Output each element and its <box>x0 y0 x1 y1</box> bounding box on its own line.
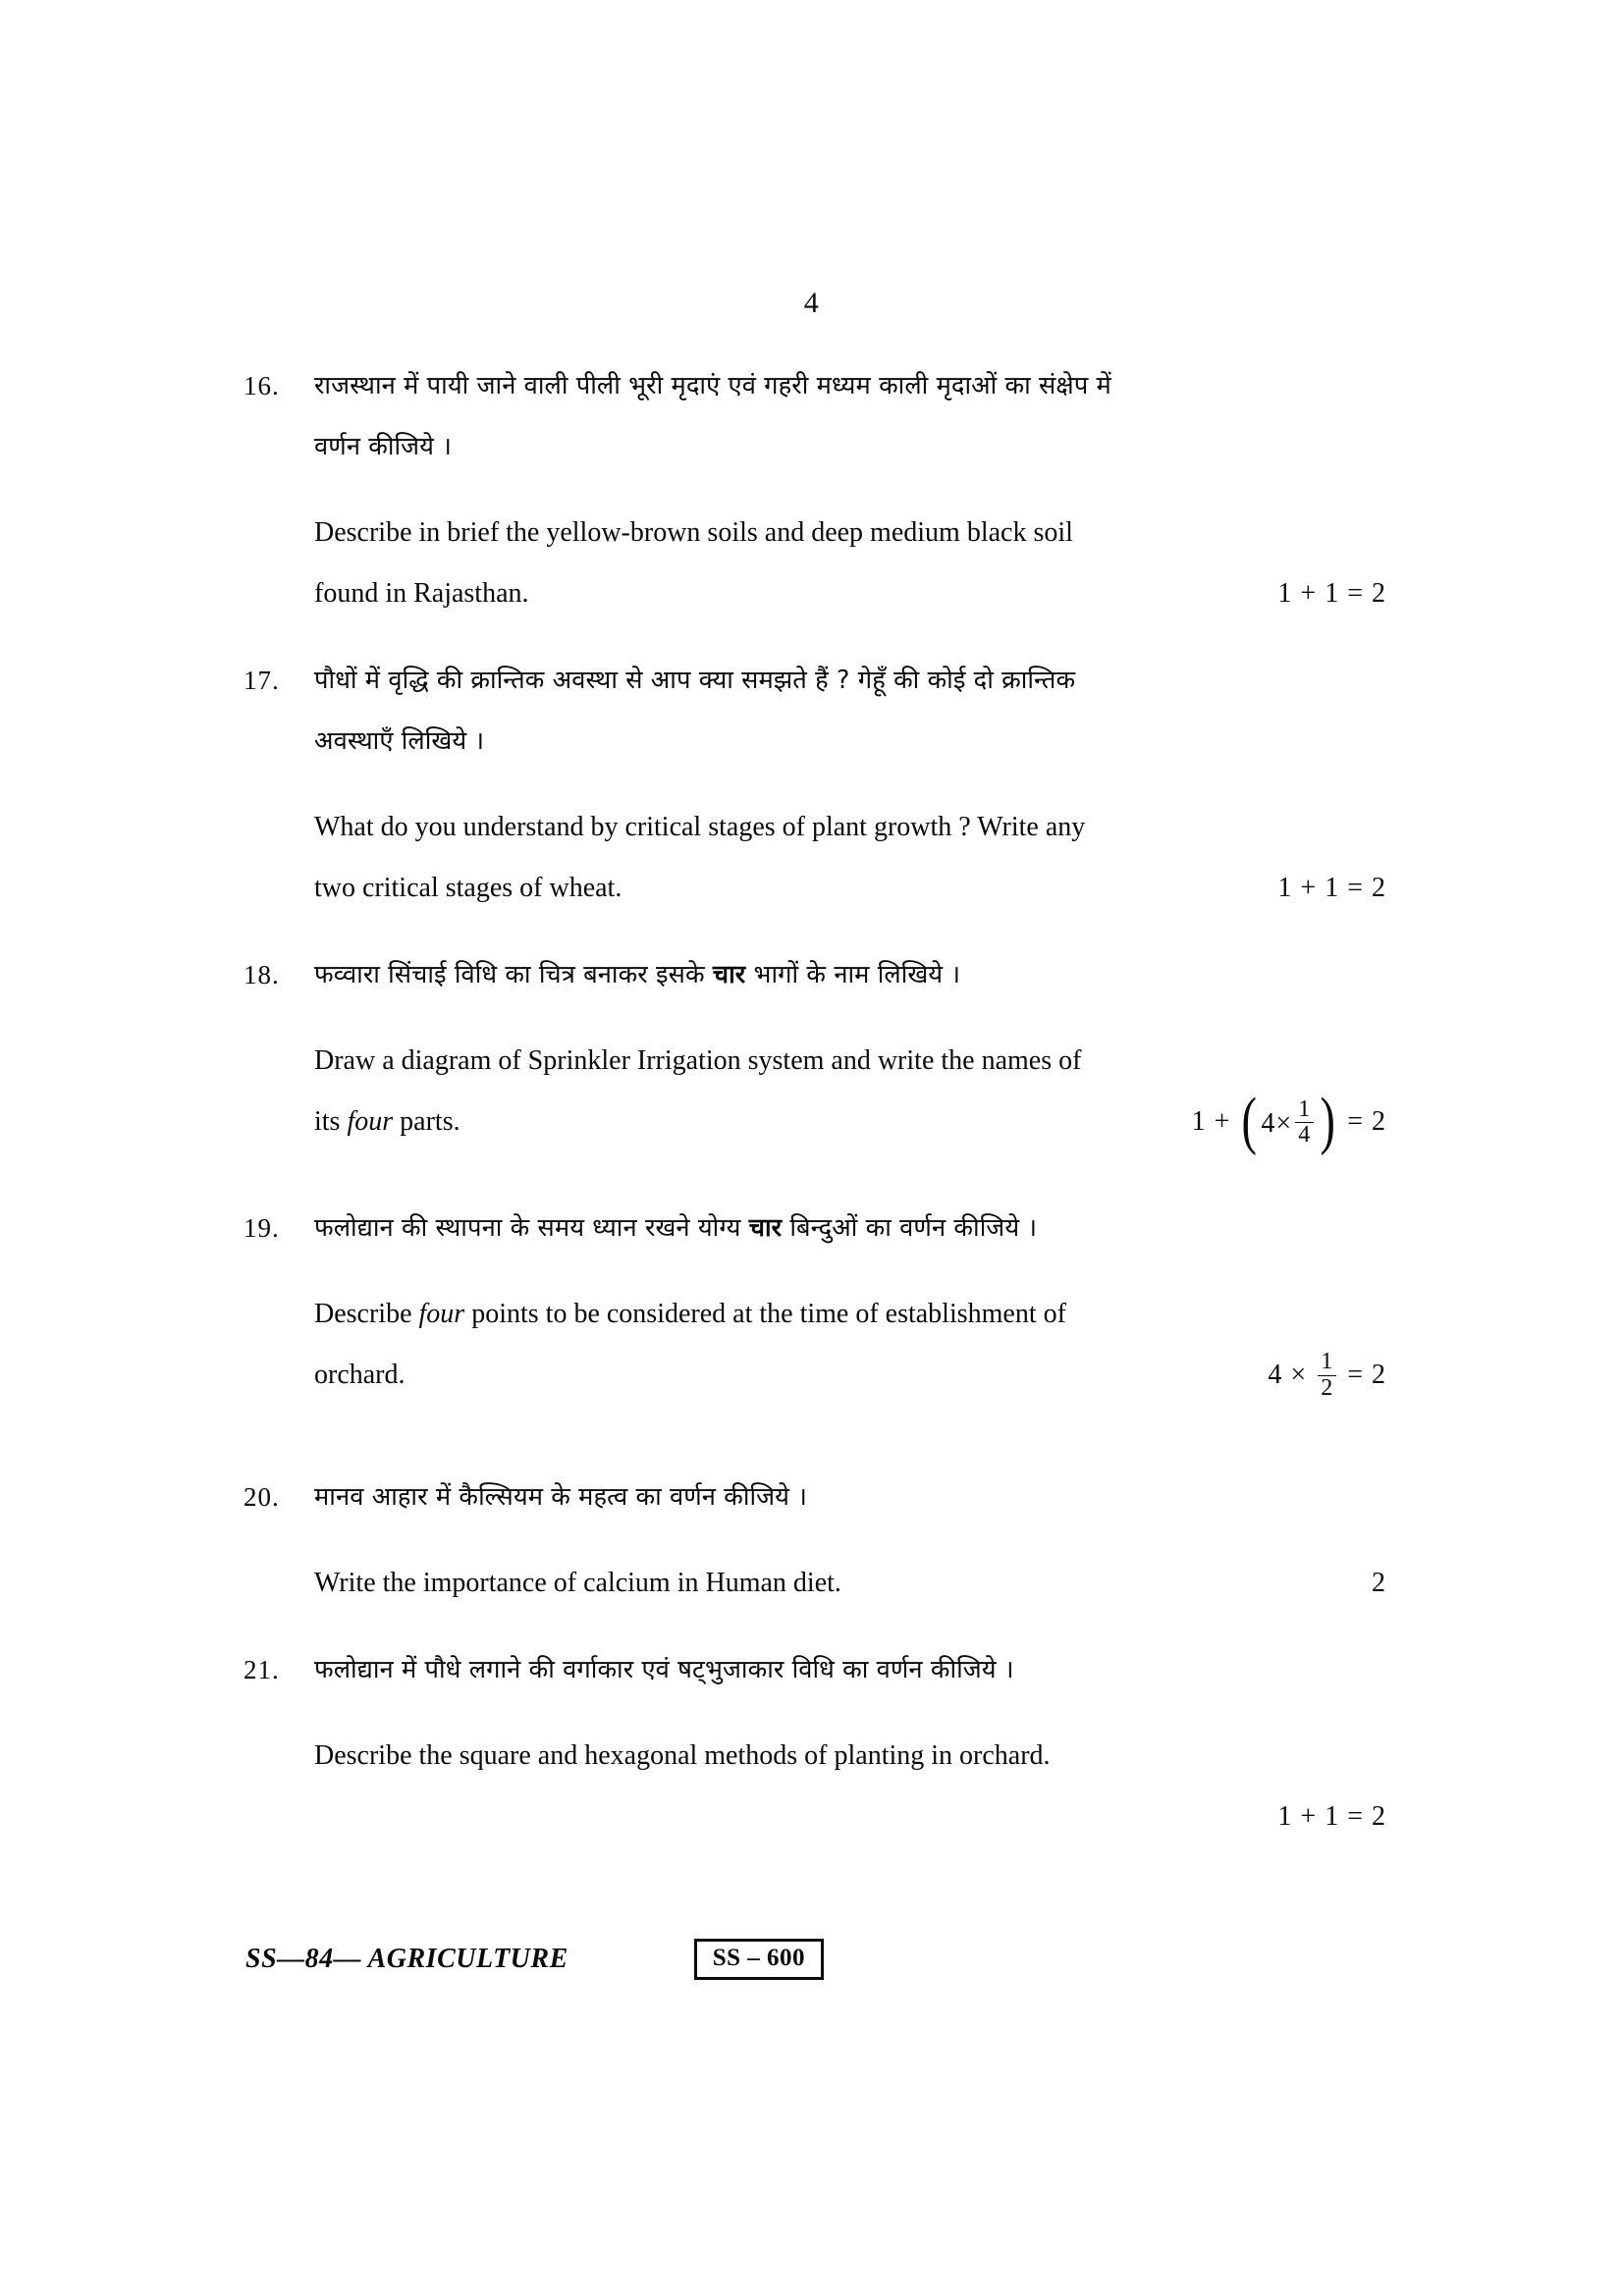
question-number: 18. <box>243 960 280 989</box>
question-hindi-line: अवस्थाएँ लिखिये । <box>314 726 485 756</box>
multiply-sign: × <box>1275 1107 1293 1139</box>
questions-container <box>243 355 1394 1847</box>
question-english-line: Describe in brief the yellow-brown soils and deep medium black soil <box>314 517 1073 548</box>
question-hindi-line: फलोद्यान में पौधे लगाने की वर्गाकार एवं षट्भुजाकार विधि का वर्णन कीजिये । <box>314 1654 1014 1684</box>
question-hindi-line: वर्णन कीजिये । <box>314 432 453 461</box>
hindi-text-segment: बिन्दुओं का वर्णन कीजिये । <box>782 1212 1038 1243</box>
question-number: 19. <box>243 1212 280 1243</box>
question-english-line: Draw a diagram of Sprinkler Irrigation system and write the names of <box>314 1045 1082 1076</box>
marks-value: 1 + 1 = 2 <box>1277 578 1386 609</box>
english-text-segment: points to be considered at the time of establishment of <box>464 1298 1066 1329</box>
question-number: 21. <box>243 1654 280 1684</box>
question-english-line: Describe the square and hexagonal methods of planting in orchard. <box>314 1739 1051 1771</box>
fraction-denominator: 2 <box>1318 1375 1336 1401</box>
question-english-line-with-marks <box>314 563 1394 624</box>
block-spacer <box>243 1614 1394 1639</box>
english-italic-keyword: four <box>418 1298 465 1329</box>
marks-expression <box>1268 1345 1394 1406</box>
english-text-segment: parts. <box>393 1106 460 1137</box>
question-english-line: found in Rajasthan. <box>314 578 529 609</box>
line-spacer <box>314 1258 1394 1284</box>
english-text-segment: Describe <box>314 1298 419 1329</box>
marks-value: 2 <box>1372 1567 1386 1598</box>
parenthesized-expression <box>1238 1085 1339 1157</box>
marks-lead: 1 + <box>1191 1106 1231 1137</box>
multiply-sign: × <box>1290 1359 1308 1390</box>
question-block-19 <box>243 1198 1394 1406</box>
fraction <box>1295 1097 1314 1148</box>
question-block-17 <box>243 650 1394 919</box>
question-block-16 <box>243 355 1394 624</box>
block-spacer <box>243 919 1394 944</box>
marks-factor: 4 <box>1261 1107 1276 1139</box>
fraction-numerator: 1 <box>1298 1095 1312 1122</box>
line-spacer <box>314 1700 1394 1726</box>
open-paren: ( <box>1241 1085 1258 1157</box>
question-marks-line <box>314 1787 1394 1847</box>
line-spacer <box>314 772 1394 797</box>
line-spacer <box>314 477 1394 503</box>
question-english-line: two critical stages of wheat. <box>314 873 622 903</box>
close-paren: ) <box>1320 1085 1336 1157</box>
question-hindi-line <box>314 944 1394 1005</box>
marks-factor: 4 <box>1268 1359 1283 1390</box>
question-number: 20. <box>243 1481 280 1512</box>
question-english-line-with-marks <box>314 858 1394 919</box>
question-english-line <box>314 1092 460 1152</box>
hindi-bold-keyword: चार <box>712 960 746 989</box>
marks-equals: = 2 <box>1347 1359 1386 1390</box>
fraction <box>1318 1350 1336 1400</box>
question-english-line-with-marks <box>314 1345 1394 1406</box>
question-block-21 <box>243 1639 1394 1847</box>
hindi-text-segment: फव्वारा सिंचाई विधि का चित्र बनाकर इसके <box>314 960 713 989</box>
fraction-numerator: 1 <box>1321 1349 1334 1375</box>
question-english-line <box>314 1284 1394 1345</box>
question-hindi-line <box>314 1198 1394 1258</box>
question-number: 16. <box>243 371 280 400</box>
marks-equals: = 2 <box>1347 1106 1386 1137</box>
marks-value: 1 + 1 = 2 <box>1277 873 1386 903</box>
question-block-18 <box>243 944 1394 1157</box>
paper-serial-box: SS – 600 <box>694 1939 824 1980</box>
line-spacer <box>314 1005 1394 1031</box>
question-english-line: Write the importance of calcium in Human diet. <box>314 1567 841 1598</box>
question-english-line: orchard. <box>314 1359 406 1390</box>
hindi-bold-keyword: चार <box>748 1212 783 1243</box>
question-hindi-line: राजस्थान में पायी जाने वाली पीली भूरी मृदाएं एवं गहरी मध्यम काली मृदाओं का संक्षेप में <box>314 371 1111 400</box>
line-spacer <box>314 1527 1394 1553</box>
hindi-text-segment: फलोद्यान की स्थापना के समय ध्यान रखने योग्य <box>314 1212 749 1243</box>
english-italic-keyword: four <box>347 1106 394 1137</box>
block-spacer <box>243 624 1394 650</box>
hindi-text-segment: भागों के नाम लिखिये । <box>745 960 961 989</box>
marks-value: 1 + 1 = 2 <box>1277 1800 1386 1832</box>
question-hindi-line: पौधों में वृद्धि की क्रान्तिक अवस्था से आप क्या समझते हैं ? गेहूँ की कोई दो क्रान्तिक <box>314 666 1076 695</box>
question-english-line-with-marks <box>314 1085 1394 1157</box>
question-english-line: What do you understand by critical stages of plant growth ? Write any <box>314 812 1086 842</box>
question-block-20 <box>243 1467 1394 1614</box>
marks-expression <box>1191 1085 1394 1157</box>
english-text-segment: its <box>314 1106 348 1137</box>
block-spacer <box>243 1406 1394 1467</box>
page-number: 4 <box>803 287 820 319</box>
question-number: 17. <box>243 666 280 695</box>
page-footer <box>245 1939 1404 1980</box>
question-english-line-with-marks <box>314 1553 1394 1614</box>
paper-code: SS—84— AGRICULTURE <box>245 1943 568 1974</box>
block-spacer <box>243 1154 1394 1198</box>
question-hindi-line: मानव आहार में कैल्सियम के महत्व का वर्णन कीजिये । <box>314 1481 808 1512</box>
fraction-denominator: 4 <box>1295 1122 1314 1148</box>
